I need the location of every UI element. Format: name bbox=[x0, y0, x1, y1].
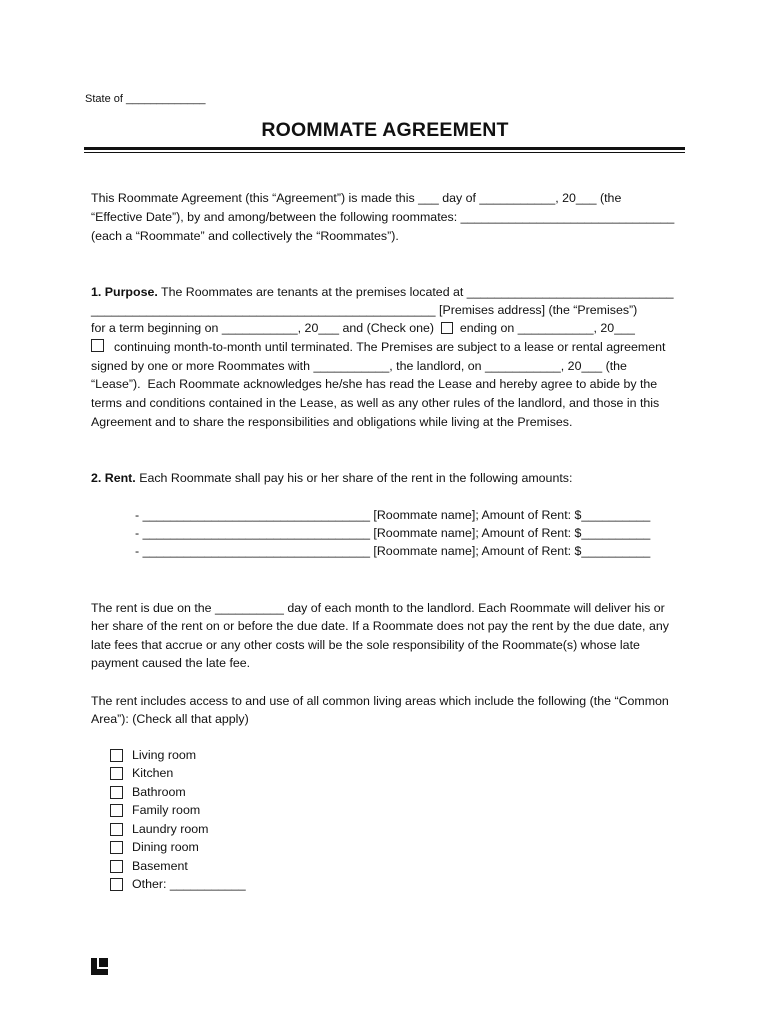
rent-heading: 2. Rent. bbox=[91, 471, 136, 485]
purpose-line-5: signed by one or more Roommates with ___________, the landlord, on ___________, 20___ (the bbox=[91, 359, 627, 373]
title-rule-thick bbox=[84, 147, 685, 150]
common-area-label: Bathroom bbox=[132, 785, 186, 799]
intro-line-3: (each a “Roommate” and collectively the “Roommates”). bbox=[91, 229, 399, 243]
common-area-label: Dining room bbox=[132, 840, 199, 854]
purpose-line-7: terms and conditions contained in the Lease, as well as any other rules of the landlord, and those in this bbox=[91, 396, 660, 410]
due-line-2: her share of the rent on or before the due date. If a Roommate does not pay the rent by the due date, any bbox=[91, 619, 669, 633]
intro-line-1: This Roommate Agreement (this “Agreement”) is made this ___ day of ___________, 20___ (the bbox=[91, 191, 622, 205]
kitchen-checkbox[interactable] bbox=[110, 767, 123, 780]
due-line-1: The rent is due on the __________ day of each month to the landlord. Each Roommate will deliver his or bbox=[91, 601, 665, 615]
bathroom-checkbox[interactable] bbox=[110, 786, 123, 799]
rent-entry: - _________________________________ [Roommate name]; Amount of Rent: $__________ bbox=[135, 526, 651, 540]
basement-checkbox[interactable] bbox=[110, 860, 123, 873]
common-line-2: Area”): (Check all that apply) bbox=[91, 712, 249, 726]
title-rule-thin bbox=[84, 152, 685, 153]
state-line: State of _____________ bbox=[85, 93, 206, 105]
intro-line-2: “Effective Date”), by and among/between the following roommates: _______________________________ bbox=[91, 210, 675, 224]
common-area-label: Laundry room bbox=[132, 822, 209, 836]
purpose-line-6: “Lease”). Each Roommate acknowledges he/she has read the Lease and hereby agree to abide by the bbox=[91, 377, 658, 391]
month-to-month-checkbox[interactable] bbox=[91, 339, 104, 352]
purpose-line-1 bbox=[91, 283, 674, 301]
fixed-term-checkbox[interactable] bbox=[441, 322, 453, 334]
rent-entry: - _________________________________ [Roommate name]; Amount of Rent: $__________ bbox=[135, 508, 651, 522]
common-area-label: Living room bbox=[132, 748, 197, 762]
purpose-line-2: __________________________________________________ [Premises address] (the “Premises”) bbox=[91, 303, 638, 317]
living-room-checkbox[interactable] bbox=[110, 749, 123, 762]
due-line-4: payment caused the late fee. bbox=[91, 656, 251, 670]
rent-text-1: Each Roommate shall pay his or her share of the rent in the following amounts: bbox=[135, 471, 573, 485]
due-line-3: late fees that accrue or any other costs will be the sole responsibility of the Roommate(s) whose late bbox=[91, 638, 640, 652]
legal-templates-logo-icon bbox=[91, 958, 108, 975]
common-area-label: Family room bbox=[132, 803, 201, 817]
purpose-line-8: Agreement and to share the responsibilities and obligations while living at the Premises. bbox=[91, 415, 573, 429]
purpose-heading: 1. Purpose. bbox=[91, 285, 158, 299]
purpose-line-4: continuing month-to-month until terminated. The Premises are subject to a lease or rental agreement bbox=[114, 340, 666, 354]
purpose-line-3 bbox=[91, 319, 635, 337]
purpose-text-3a: for a term beginning on ___________, 20___ and (Check one) bbox=[91, 321, 435, 335]
rent-line-1 bbox=[91, 469, 572, 487]
purpose-text-3b: ending on ___________, 20___ bbox=[459, 321, 635, 335]
purpose-text-1: The Roommates are tenants at the premises located at ______________________________ bbox=[157, 285, 674, 299]
other-checkbox[interactable] bbox=[110, 878, 123, 891]
common-area-label: Basement bbox=[132, 859, 188, 873]
common-area-label: Other: ___________ bbox=[132, 877, 246, 891]
laundry-room-checkbox[interactable] bbox=[110, 823, 123, 836]
dining-room-checkbox[interactable] bbox=[110, 841, 123, 854]
common-area-label: Kitchen bbox=[132, 766, 174, 780]
common-line-1: The rent includes access to and use of all common living areas which include the following (the “Common bbox=[91, 694, 669, 708]
family-room-checkbox[interactable] bbox=[110, 804, 123, 817]
page-title: ROOMMATE AGREEMENT bbox=[261, 119, 509, 141]
rent-entry: - _________________________________ [Roommate name]; Amount of Rent: $__________ bbox=[135, 544, 651, 558]
